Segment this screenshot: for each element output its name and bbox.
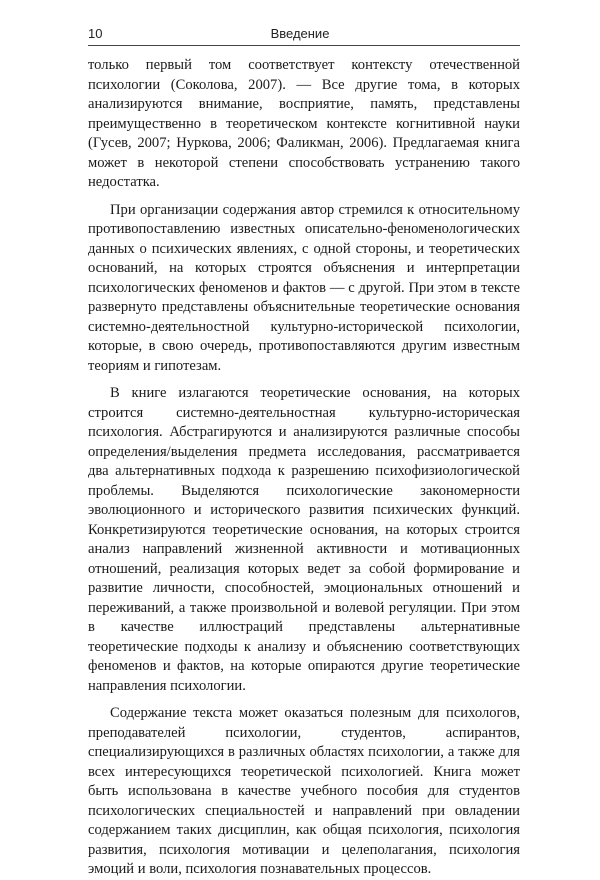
body-text — [88, 56, 520, 880]
paragraph: Содержание текста может оказаться полезным для психологов, преподавателей психологии, студентов, аспирантов, специализирующихся в различных областях психологии, а также для всех интересующихся теоретической психологией. Книга может быть использована в качестве учебного пособия для студентов психологических специальностей и направлений при овладении содержанием таких дисциплин, как общая психология, психология развития, психология мотивации и целеполагания, психология эмоций и воли, психология познавательных процессов. — [88, 705, 520, 877]
running-head — [88, 26, 512, 44]
header-rule — [88, 45, 520, 46]
paragraph: При организации содержания автор стремился к относительному противопоставлению известных описательно-феноменологических данных о психических явлениях, с одной стороны, и теоретических оснований, на которых строятся объяснения и интерпретации психологических феноменов и фактов — с другой. При этом в тексте развернуто представлены объяснительные теоретические основания системно-деятельностной культурно-исторической психологии, которые, в свою очередь, противопоставляются другим известным теориям и гипотезам. — [88, 201, 520, 374]
paragraph: только первый том соответствует контексту отечественной психологии (Соколова, 2007). — Все другие тома, в которых анализируются внимание, восприятие, память, представлены преимущественно в теоретическом контексте когнитивной науки (Гусев, 2007; Нуркова, 2006; Фаликман, 2006). Предлагаемая книга может в некоторой степени способствовать устранению такого недостатка. — [88, 57, 520, 190]
page-number: 10 — [88, 26, 103, 41]
section-title: Введение — [270, 26, 330, 41]
paragraph: В книге излагаются теоретические основания, на которых строится системно-деятельностная культурно-историческая психология. Абстрагируются и анализируются различные способы определения/выделения предмета исследования, рассматривается два альтернативных подхода к разрешению психофизиологической проблемы. Выделяются психологические закономерности эволюционного и исторического развития психических функций. Конкретизируются теоретические основания, на которых строится анализ направлений жизненной активности и мотивационных отношений, реализация которых ведет за собой формирование и развитие личности, способностей, эмоциональных отношений и переживаний, а также произвольной и волевой регуляции. При этом в качестве иллюстраций представлены альтернативные теоретические подходы к анализу и объяснению соответствующих феноменов и фактов, на которые опираются другие теоретические направления психологии. — [88, 385, 520, 694]
